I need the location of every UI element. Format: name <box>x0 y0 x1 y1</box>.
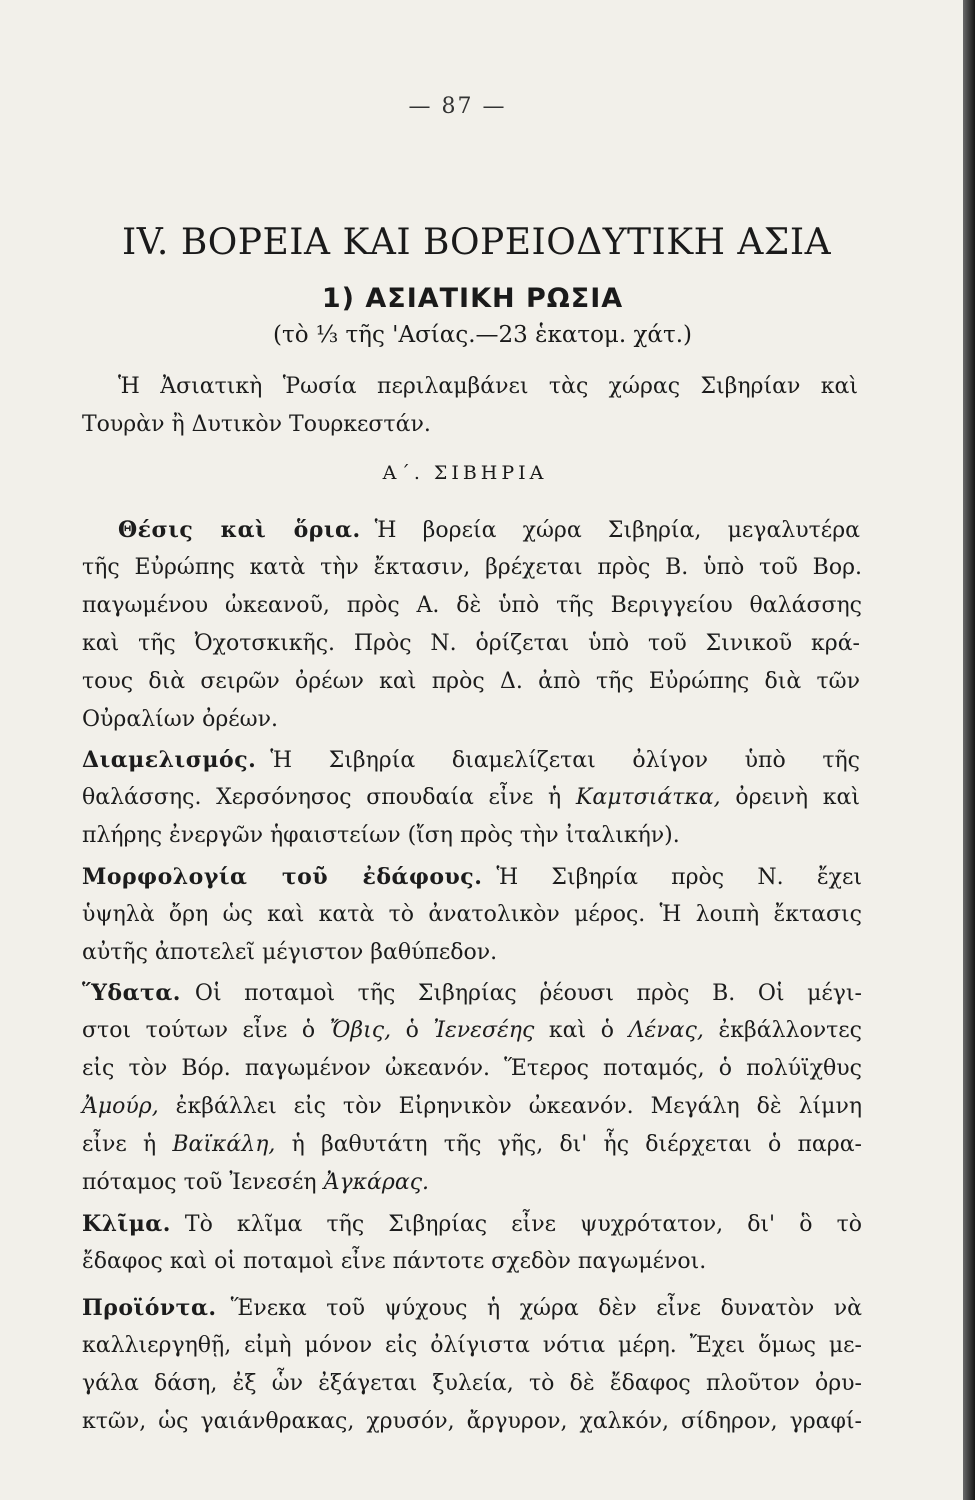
paragraph-heading: Διαμελισμός. <box>82 747 257 773</box>
paragraph-heading: Μορφολογία τοῦ ἐδάφους. <box>82 864 483 890</box>
paragraph-line: παγωμένου ὠκεανοῦ, πρὸς Α. δὲ ὑπὸ τῆς Βεριγγείου θαλάσσης <box>82 593 862 618</box>
text-run: καὶ ὁ <box>534 1018 629 1043</box>
paragraph-heading: Κλῖμα. <box>82 1211 171 1237</box>
chapter-title: IV. ΒΟΡΕΙΑ ΚΑΙ ΒΟΡΕΙΟΔΥΤΙΚΗ ΑΣΙΑ <box>122 222 832 263</box>
text-run: ὀρεινὴ καὶ <box>720 785 861 810</box>
paragraph-text: Ἡ Σιβηρία πρὸς Ν. ἔχει <box>496 865 862 890</box>
text-run: πόταμος τοῦ Ἰενεσέη <box>82 1170 324 1195</box>
paragraph-line <box>118 515 860 546</box>
paragraph-line <box>82 1016 862 1046</box>
paragraph-line: Οὐραλίων ὀρέων. <box>82 707 278 732</box>
paragraph-line <box>82 745 860 776</box>
paragraph-line <box>82 1293 862 1324</box>
river-name: Ἀγκάρας. <box>323 1170 430 1195</box>
paragraph-text: Ἡ βορεία χώρα Σιβηρία, μεγαλυτέρα <box>374 518 860 543</box>
paragraph-line: πλήρης ἐνεργῶν ἡφαιστείων (ἴση πρὸς τὴν ἰταλικήν). <box>82 823 680 848</box>
section-subtitle: (τὸ ⅓ τῆς 'Ασίας.—23 ἑκατομ. χάτ.) <box>273 322 692 348</box>
paragraph-text: Τὸ κλῖμα τῆς Σιβηρίας εἶνε ψυχρότατον, δι' ὃ τὸ <box>184 1212 862 1237</box>
text-run: ἐκβάλλοντες <box>703 1018 862 1043</box>
paragraph-line: γάλα δάση, ἐξ ὧν ἐξάγεται ξυλεία, τὸ δὲ ἔδαφος πλοῦτον ὀρυ- <box>82 1371 862 1396</box>
paragraph-line <box>82 1209 862 1240</box>
page-number: — 87 — <box>408 94 507 119</box>
paragraph-line: τους διὰ σειρῶν ὀρέων καὶ πρὸς Δ. ἀπὸ τῆς Εὐρώπης διὰ τῶν <box>82 669 860 694</box>
text-run: ἡ βαθυτάτη τῆς γῆς, δι' ἧς διέρχεται ὁ παρα- <box>275 1132 862 1157</box>
paragraph-heading: Ὕδατα. <box>82 980 181 1006</box>
paragraph-line: ἔδαφος καὶ οἱ ποταμοὶ εἶνε πάντοτε σχεδὸν παγωμένοι. <box>82 1249 707 1274</box>
paragraph-text: Ἕνεκα τοῦ ψύχους ἡ χώρα δὲν εἶνε δυνατὸν νὰ <box>230 1296 862 1321</box>
paragraph-line <box>82 783 860 813</box>
text-run: θαλάσσης. Χερσόνησος σπουδαία εἶνε ἡ <box>82 785 576 810</box>
paragraph-heading: Προϊόντα. <box>82 1295 217 1321</box>
river-name: Ἀμούρ, <box>82 1094 159 1119</box>
paragraph-line: τῆς Εὐρώπης κατὰ τὴν ἔκτασιν, βρέχεται πρὸς Β. ὑπὸ τοῦ Βορ. <box>82 555 862 580</box>
intro-line: Ἡ Ἀσιατικὴ Ῥωσία περιλαμβάνει τὰς χώρας Σιβηρίαν καὶ <box>118 374 858 399</box>
paragraph-line: κτῶν, ὡς γαιάνθρακας, χρυσόν, ἄργυρον, χαλκόν, σίδηρον, γραφί- <box>82 1409 862 1434</box>
paragraph-line <box>82 1168 429 1198</box>
subsection-title: Α΄. ΣΙΒΗΡΙΑ <box>382 462 548 484</box>
paragraph-text: Οἱ ποταμοὶ τῆς Σιβηρίας ῥέουσι πρὸς Β. Οἱ μέγι- <box>194 981 862 1006</box>
text-run: ἐκβάλλει εἰς τὸν Εἰρηνικὸν ὠκεανόν. Μεγάλη δὲ λίμνη <box>158 1094 862 1119</box>
section-title: 1) ΑΣΙΑΤΙΚΗ ΡΩΣΙΑ <box>321 283 624 314</box>
river-name: Ἰενεσέης <box>433 1018 535 1043</box>
paragraph-line: εἰς τὸν Βόρ. παγωμένον ὠκεανόν. Ἕτερος ποταμός, ὁ πολύϊχθυς <box>82 1056 862 1081</box>
paragraph-text: Ἡ Σιβηρία διαμελίζεται ὀλίγον ὑπὸ τῆς <box>270 748 860 773</box>
page-edge-shadow <box>963 0 975 1500</box>
paragraph-heading: Θέσις καὶ ὅρια. <box>118 517 361 543</box>
paragraph-line <box>82 978 862 1009</box>
paragraph-line <box>82 1130 862 1160</box>
paragraph-line: αὐτῆς ἀποτελεῖ μέγιστον βαθύπεδον. <box>82 940 498 965</box>
lake-name: Βαϊκάλη, <box>172 1132 276 1157</box>
paragraph-line: καὶ τῆς Ὀχοτσκικῆς. Πρὸς Ν. ὁρίζεται ὑπὸ τοῦ Σινικοῦ κρά- <box>82 631 860 656</box>
paragraph-line <box>82 862 862 893</box>
paragraph-line: ὑψηλὰ ὄρη ὡς καὶ κατὰ τὸ ἀνατολικὸν μέρος. Ἡ λοιπὴ ἔκτασις <box>82 902 862 927</box>
text-run: ὁ <box>391 1018 434 1043</box>
river-name: Λένας, <box>628 1018 704 1043</box>
place-name: Καμτσιάτκα, <box>575 785 721 810</box>
intro-line: Τουρὰν ἢ Δυτικὸν Τουρκεστάν. <box>82 412 431 437</box>
text-run: στοι τούτων εἶνε ὁ <box>82 1018 330 1043</box>
paragraph-line <box>82 1092 862 1122</box>
text-run: εἶνε ἡ <box>82 1132 173 1157</box>
river-name: Ὄβις, <box>329 1018 392 1043</box>
paragraph-line: καλλιεργηθῇ, εἰμὴ μόνον εἰς ὀλίγιστα νότια μέρη. Ἔχει ὅμως με- <box>82 1333 862 1358</box>
